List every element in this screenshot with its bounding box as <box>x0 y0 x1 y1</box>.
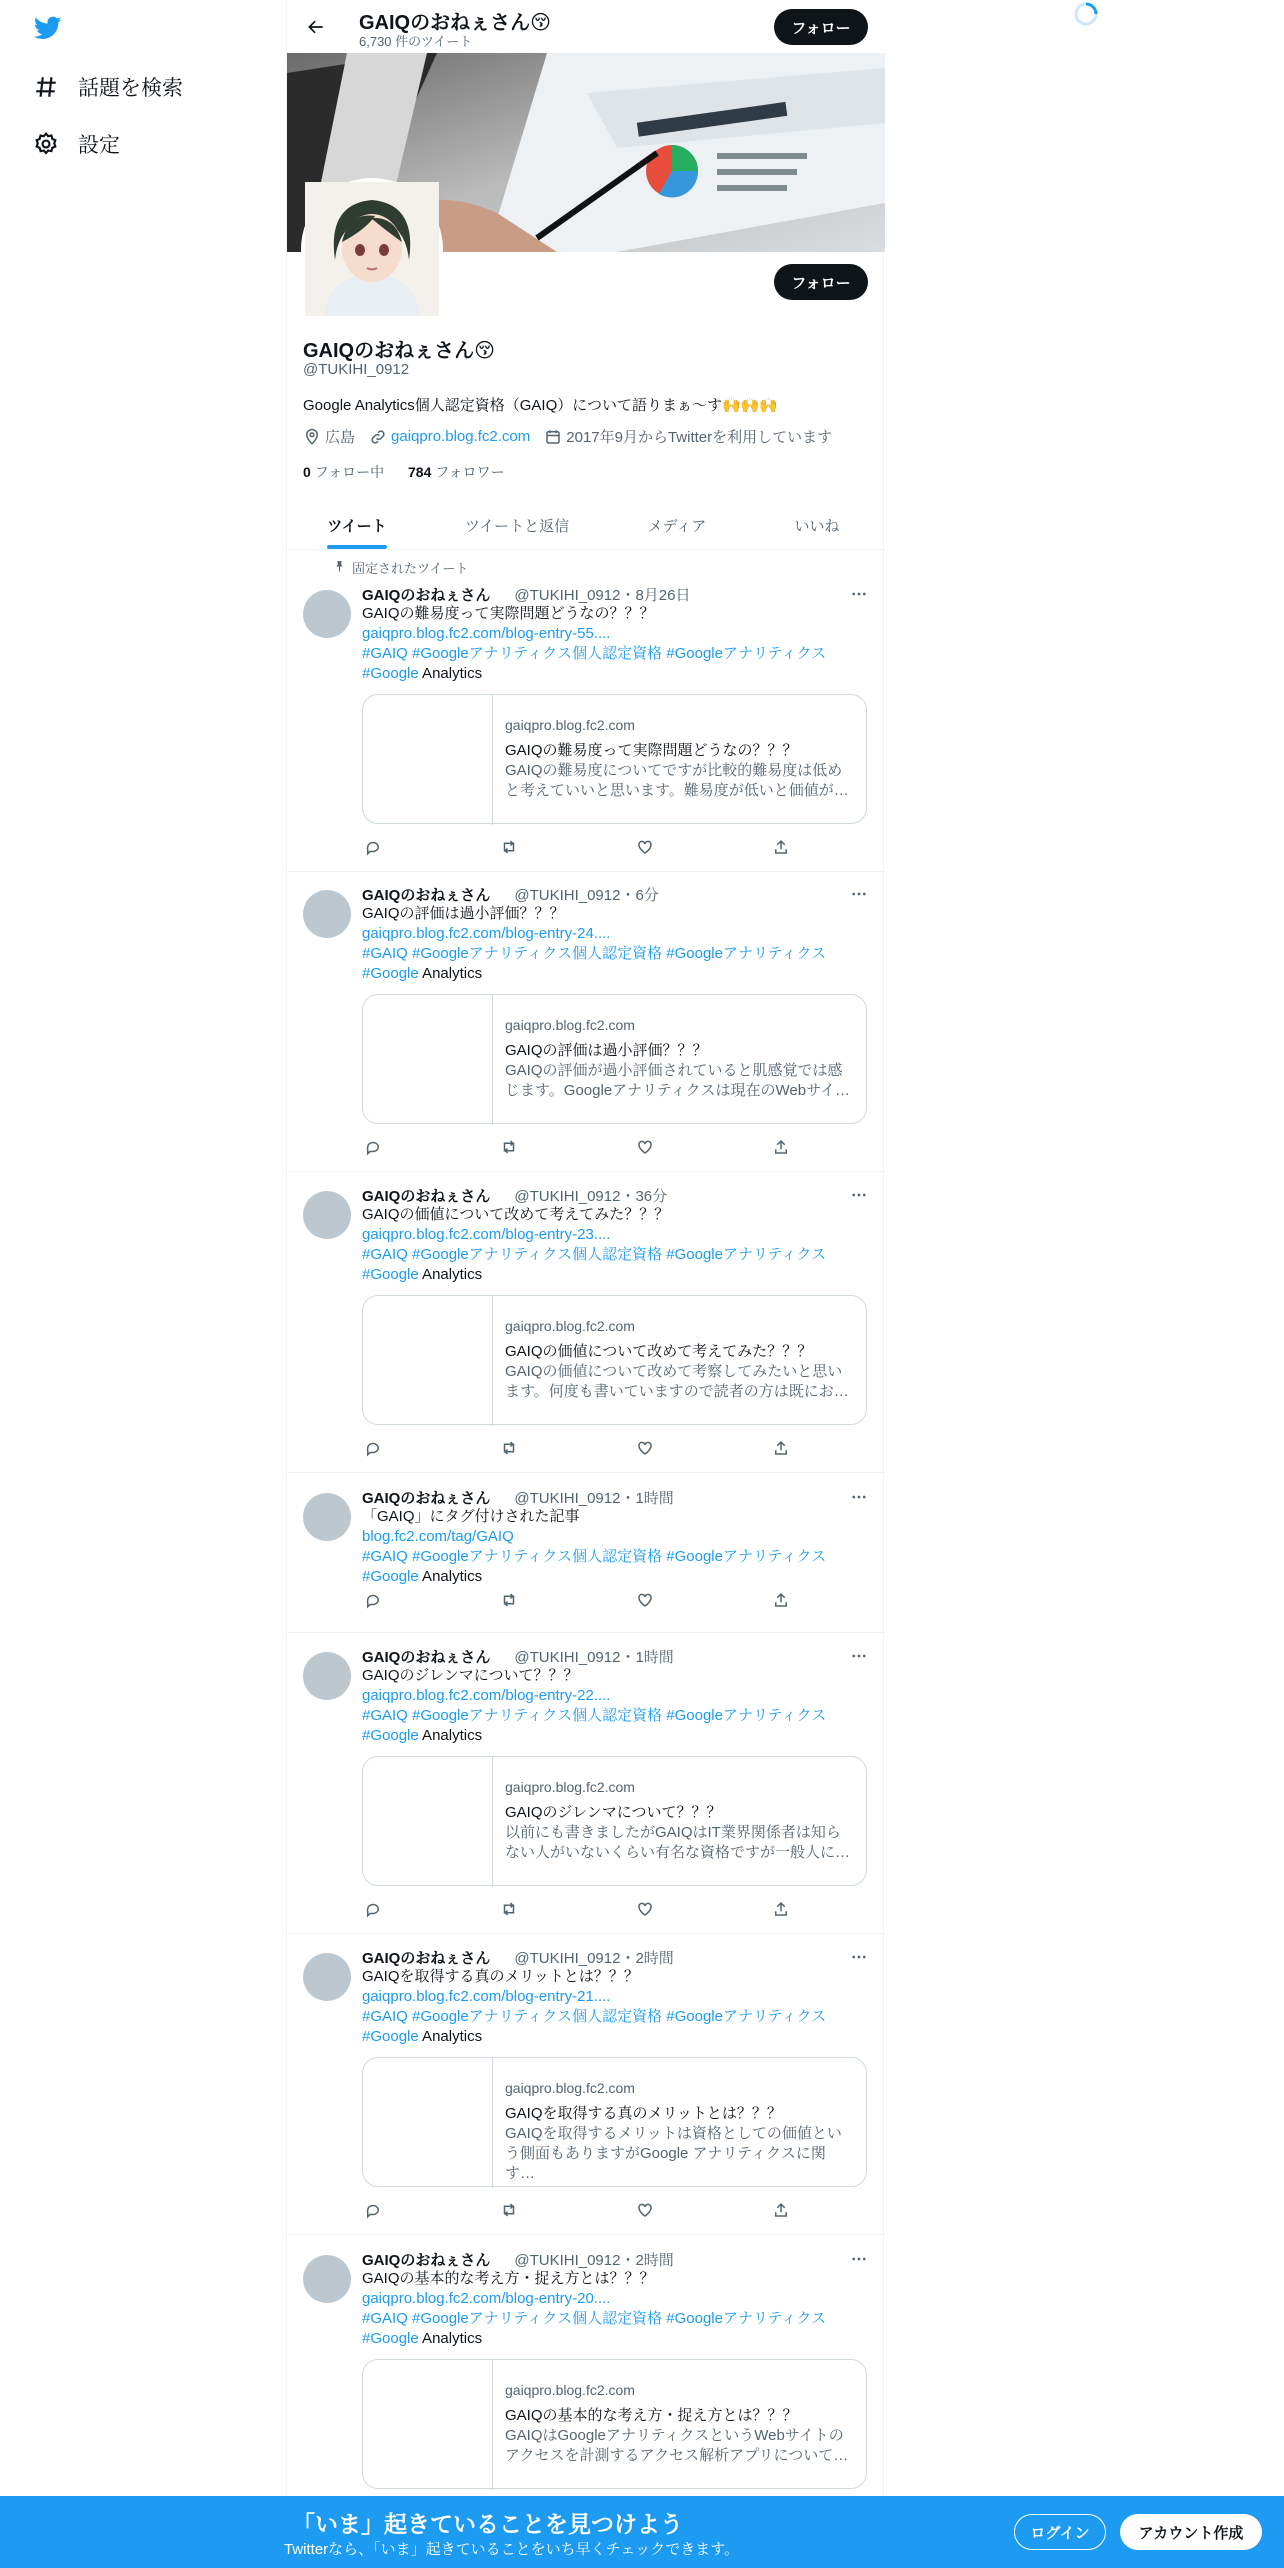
header-follow-button[interactable]: フォロー <box>774 9 868 45</box>
tweet-actions <box>362 1898 792 1920</box>
tweet-header <box>362 1185 667 1206</box>
more-options-icon[interactable] <box>849 1487 869 1507</box>
tweet-text <box>362 904 867 984</box>
tweet-item[interactable] <box>287 550 885 872</box>
tweet-text-line: GAIQの基本的な考え方・捉え方とは？？？ <box>362 2270 655 2287</box>
profile-bio: Google Analytics個人認定資格（GAIQ）について語りまぁ～す🙌🙌🙌 <box>303 397 778 414</box>
link-card-title: GAIQの難易度って実際問題どうなの？？？ <box>505 742 798 759</box>
retweet-icon[interactable] <box>498 1437 520 1459</box>
tweet-item[interactable] <box>287 1634 885 1934</box>
like-icon[interactable] <box>634 1589 656 1611</box>
tab-likes[interactable]: いいね <box>794 517 840 535</box>
tweet-hashtag-google[interactable]: #Google <box>362 2028 419 2045</box>
tweet-link[interactable]: gaiqpro.blog.fc2.com/blog-entry-21.... <box>362 1988 611 2005</box>
tweet-hashtags[interactable]: #GAIQ #Googleアナリティクス個人認定資格 #Googleアナリティクス <box>362 2310 827 2327</box>
link-card[interactable] <box>362 694 867 824</box>
tweet-link[interactable]: gaiqpro.blog.fc2.com/blog-entry-20.... <box>362 2290 611 2307</box>
signup-prompt-title: 「いま」起きていることを見つけよう <box>292 2511 683 2537</box>
login-button[interactable]: ログイン <box>1014 2514 1106 2550</box>
share-icon[interactable] <box>770 2199 792 2221</box>
retweet-icon[interactable] <box>498 2199 520 2221</box>
tweet-hashtag-google[interactable]: #Google <box>362 965 419 982</box>
tweet-hashtags[interactable]: #GAIQ #Googleアナリティクス個人認定資格 #Googleアナリティクス <box>362 1246 827 1263</box>
more-options-icon[interactable] <box>849 2249 869 2269</box>
link-card-thumbnail <box>363 2360 493 2490</box>
following-count: 0 <box>303 464 311 480</box>
followers-count: 784 <box>408 464 432 480</box>
profile-follow-button[interactable]: フォロー <box>774 264 868 300</box>
url-item <box>369 428 530 446</box>
tweet-text-line: GAIQの評価は過小評価？？？ <box>362 905 565 922</box>
tweet-avatar[interactable] <box>303 1953 351 2001</box>
like-icon[interactable] <box>634 2199 656 2221</box>
tweet-author-name[interactable]: GAIQのおねぇさん <box>362 587 491 604</box>
tweet-item[interactable] <box>287 1935 885 2235</box>
gear-icon <box>32 130 60 158</box>
tweet-hashtag-suffix: Analytics <box>418 1266 483 1283</box>
link-card-description: 以前にも書きましたがGAIQはIT業界関係者は知らない人がいないくらい有名な資格ですが一般人に… <box>505 1824 851 1861</box>
tweet-text <box>362 1967 867 2047</box>
link-card-domain: gaiqpro.blog.fc2.com <box>505 1017 635 1033</box>
tweet-avatar[interactable] <box>303 590 351 638</box>
retweet-icon[interactable] <box>498 1589 520 1611</box>
link-card-thumbnail <box>363 2058 493 2188</box>
tweet-actions <box>362 1589 792 1611</box>
tweet-avatar[interactable] <box>303 2255 351 2303</box>
link-card[interactable] <box>362 2359 867 2489</box>
retweet-icon[interactable] <box>498 836 520 858</box>
tweet-header <box>362 2249 674 2270</box>
tweet-handle-time: @TUKIHI_0912・36分 <box>514 1188 668 1205</box>
tweet-text-line: 「GAIQ」にタグ付けされた記事 <box>362 1508 580 1525</box>
like-icon[interactable] <box>634 1437 656 1459</box>
more-options-icon[interactable] <box>849 1646 869 1666</box>
tweet-hashtag-google[interactable]: #Google <box>362 665 419 682</box>
tweet-hashtag-suffix: Analytics <box>418 1568 483 1585</box>
link-card[interactable] <box>362 2057 867 2187</box>
link-card-title: GAIQを取得する真のメリットとは？？？ <box>505 2105 782 2122</box>
link-card-domain: gaiqpro.blog.fc2.com <box>505 1779 635 1795</box>
reply-icon[interactable] <box>362 836 384 858</box>
tweet-hashtag-google[interactable]: #Google <box>362 1727 419 1744</box>
reply-icon[interactable] <box>362 1589 384 1611</box>
share-icon[interactable] <box>770 1898 792 1920</box>
reply-icon[interactable] <box>362 1136 384 1158</box>
tweet-author-name[interactable]: GAIQのおねぇさん <box>362 2252 491 2269</box>
location-pin-icon <box>303 428 321 446</box>
share-icon[interactable] <box>770 1589 792 1611</box>
reply-icon[interactable] <box>362 2199 384 2221</box>
tweet-text-line: GAIQの価値について改めて考えてみた？？？ <box>362 1206 670 1223</box>
tweet-text <box>362 604 867 684</box>
link-card-thumbnail <box>363 1757 493 1887</box>
link-card-domain: gaiqpro.blog.fc2.com <box>505 2382 635 2398</box>
signup-button[interactable]: アカウント作成 <box>1120 2514 1262 2550</box>
tweet-avatar[interactable] <box>303 1191 351 1239</box>
tweet-link[interactable]: gaiqpro.blog.fc2.com/blog-entry-22.... <box>362 1687 611 1704</box>
pinned-label <box>333 558 468 577</box>
header-title: GAIQのおねぇさん😚 <box>359 12 551 34</box>
profile-url-link[interactable]: gaiqpro.blog.fc2.com <box>391 428 531 445</box>
tweet-author-name[interactable]: GAIQのおねぇさん <box>362 1950 491 1967</box>
tweet-item[interactable] <box>287 2237 885 2537</box>
tweet-link[interactable]: gaiqpro.blog.fc2.com/blog-entry-24.... <box>362 925 611 942</box>
tweet-header <box>362 1947 674 1968</box>
pinned-label-text: 固定されたツイート <box>352 561 469 576</box>
profile-tabs <box>287 500 885 550</box>
tweet-handle-time: @TUKIHI_0912・8月26日 <box>514 587 691 604</box>
link-card-thumbnail <box>363 995 493 1125</box>
tweet-header <box>362 1646 674 1667</box>
link-icon <box>369 428 387 446</box>
reply-icon[interactable] <box>362 1437 384 1459</box>
share-icon[interactable] <box>770 1136 792 1158</box>
tweet-item[interactable] <box>287 872 885 1172</box>
like-icon[interactable] <box>634 1136 656 1158</box>
tweet-author-name[interactable]: GAIQのおねぇさん <box>362 887 491 904</box>
share-icon[interactable] <box>770 836 792 858</box>
follow-stats <box>303 462 505 482</box>
tweet-link[interactable]: gaiqpro.blog.fc2.com/blog-entry-55.... <box>362 625 611 642</box>
link-card[interactable] <box>362 1295 867 1425</box>
tweet-hashtag-suffix: Analytics <box>418 2028 483 2045</box>
joined-item <box>544 426 832 447</box>
link-card-thumbnail <box>363 1296 493 1426</box>
tweet-text <box>362 1205 867 1285</box>
tweet-header <box>362 884 659 905</box>
reply-icon[interactable] <box>362 1898 384 1920</box>
more-options-icon[interactable] <box>849 1185 869 1205</box>
tweet-hashtags[interactable]: #GAIQ #Googleアナリティクス個人認定資格 #Googleアナリティクス <box>362 945 827 962</box>
loading-spinner-icon <box>1073 1 1099 27</box>
sidebar <box>0 0 286 2568</box>
more-options-icon[interactable] <box>849 884 869 904</box>
tweet-header <box>362 1487 674 1508</box>
share-icon[interactable] <box>770 1437 792 1459</box>
tab-tweets[interactable]: ツイート <box>327 517 387 535</box>
tweet-text <box>362 1666 867 1746</box>
tweet-count: 6,730 件のツイート <box>359 34 473 49</box>
link-card-domain: gaiqpro.blog.fc2.com <box>505 717 635 733</box>
tweet-link[interactable]: blog.fc2.com/tag/GAIQ <box>362 1528 514 1545</box>
link-card-description: GAIQの評価が過小評価されていると肌感覚では感じます。Googleアナリティクスは現在のWebサイ… <box>505 1062 851 1099</box>
tweet-actions <box>362 1136 792 1158</box>
link-card-description: GAIQの難易度についてですが比較的難易度は低めと考えていいと思います。難易度が低いと価値が… <box>505 762 849 799</box>
twitter-logo-icon[interactable] <box>32 14 66 44</box>
tweet-hashtag-suffix: Analytics <box>418 965 483 982</box>
link-card-title: GAIQの評価は過小評価？？？ <box>505 1042 708 1059</box>
tweet-hashtag-suffix: Analytics <box>418 665 483 682</box>
profile-meta <box>303 426 846 447</box>
tweet-text-line: GAIQの難易度って実際問題どうなの？？？ <box>362 605 655 622</box>
tweet-avatar[interactable] <box>303 1652 351 1700</box>
tweet-hashtag-suffix: Analytics <box>418 2330 483 2347</box>
sidebar-item-label: 設定 <box>78 134 120 157</box>
profile-name: GAIQのおねぇさん😚 <box>303 340 495 362</box>
back-arrow-icon[interactable] <box>301 12 331 42</box>
link-card-title: GAIQの価値について改めて考えてみた？？？ <box>505 1343 813 1360</box>
tweet-header <box>362 584 690 605</box>
like-icon[interactable] <box>634 836 656 858</box>
profile-column <box>286 0 884 2568</box>
tweet-actions <box>362 836 792 858</box>
calendar-icon <box>544 428 562 446</box>
link-card-title: GAIQのジレンマについて？？？ <box>505 1804 722 1821</box>
tweet-actions <box>362 2199 792 2221</box>
hashtag-icon <box>32 73 60 101</box>
tweet-hashtags[interactable]: #GAIQ #Googleアナリティクス個人認定資格 #Googleアナリティクス <box>362 2008 827 2025</box>
following-link[interactable] <box>303 464 384 480</box>
tweet-handle-time: @TUKIHI_0912・6分 <box>514 887 659 904</box>
like-icon[interactable] <box>634 1898 656 1920</box>
link-card[interactable] <box>362 994 867 1124</box>
tweet-author-name[interactable]: GAIQのおねぇさん <box>362 1490 491 1507</box>
retweet-icon[interactable] <box>498 1898 520 1920</box>
retweet-icon[interactable] <box>498 1136 520 1158</box>
sidebar-item-label: 話題を検索 <box>78 77 183 100</box>
signup-prompt-bar <box>0 2496 1284 2568</box>
tweet-handle-time: @TUKIHI_0912・1時間 <box>514 1490 674 1507</box>
tweet-author-name[interactable]: GAIQのおねぇさん <box>362 1188 491 1205</box>
tweet-item[interactable] <box>287 1173 885 1473</box>
sidebar-item-settings[interactable] <box>32 124 120 164</box>
profile-location: 広島 <box>325 429 356 446</box>
tweet-hashtags[interactable]: #GAIQ #Googleアナリティクス個人認定資格 #Googleアナリティクス <box>362 1707 827 1724</box>
profile-header-bar <box>287 0 885 53</box>
tweet-link[interactable]: gaiqpro.blog.fc2.com/blog-entry-23.... <box>362 1226 611 1243</box>
tab-media[interactable]: メディア <box>647 517 707 535</box>
tweet-text <box>362 1507 867 1587</box>
tweet-hashtag-suffix: Analytics <box>418 1727 483 1744</box>
link-card[interactable] <box>362 1756 867 1886</box>
more-options-icon[interactable] <box>849 1947 869 1967</box>
pin-icon <box>333 560 352 576</box>
tweet-item[interactable] <box>287 1475 885 1633</box>
tweet-handle-time: @TUKIHI_0912・1時間 <box>514 1649 674 1666</box>
tweet-actions <box>362 1437 792 1459</box>
link-card-title: GAIQの基本的な考え方・捉え方とは？？？ <box>505 2407 798 2424</box>
tweet-hashtags[interactable]: #GAIQ #Googleアナリティクス個人認定資格 #Googleアナリティクス <box>362 645 827 662</box>
link-card-thumbnail <box>363 695 493 825</box>
active-tab-indicator <box>327 545 387 549</box>
following-label: フォロー中 <box>314 464 385 480</box>
link-card-description: GAIQを取得するメリットは資格としての価値という側面もありますがGoogle アナリティクスに関す… <box>505 2125 842 2182</box>
tweet-hashtag-google[interactable]: #Google <box>362 1568 419 1585</box>
tweet-author-name[interactable]: GAIQのおねぇさん <box>362 1649 491 1666</box>
tweet-handle-time: @TUKIHI_0912・2時間 <box>514 1950 674 1967</box>
link-card-description: GAIQの価値について改めて考察してみたいと思います。何度も書いていますので読者の方は既にお… <box>505 1363 849 1400</box>
link-card-domain: gaiqpro.blog.fc2.com <box>505 2080 635 2096</box>
profile-handle: @TUKIHI_0912 <box>303 361 410 378</box>
followers-link[interactable] <box>408 464 505 480</box>
signup-prompt-subtitle: Twitterなら、「いま」起きていることをいち早くチェックできます。 <box>284 2541 740 2558</box>
sidebar-item-explore[interactable] <box>32 67 183 107</box>
link-card-domain: gaiqpro.blog.fc2.com <box>505 1318 635 1334</box>
tweet-hashtag-google[interactable]: #Google <box>362 1266 419 1283</box>
tweet-text-line: GAIQのジレンマについて？？？ <box>362 1667 579 1684</box>
more-options-icon[interactable] <box>849 584 869 604</box>
tab-tweets-replies[interactable]: ツイートと返信 <box>464 517 570 535</box>
location-item <box>303 426 355 447</box>
profile-joined: 2017年9月からTwitterを利用しています <box>566 429 833 446</box>
tweet-handle-time: @TUKIHI_0912・2時間 <box>514 2252 674 2269</box>
tweet-avatar[interactable] <box>303 890 351 938</box>
link-card-description: GAIQはGoogleアナリティクスというWebサイトのアクセスを計測するアクセス解析アプリについて… <box>505 2427 849 2464</box>
tweet-hashtag-google[interactable]: #Google <box>362 2330 419 2347</box>
tweet-hashtags[interactable]: #GAIQ #Googleアナリティクス個人認定資格 #Googleアナリティクス <box>362 1548 827 1565</box>
tweet-avatar[interactable] <box>303 1493 351 1541</box>
followers-label: フォロワー <box>435 464 505 480</box>
profile-avatar[interactable] <box>301 178 443 320</box>
tweet-text <box>362 2269 867 2349</box>
tweet-text-line: GAIQを取得する真のメリットとは？？？ <box>362 1968 639 1985</box>
